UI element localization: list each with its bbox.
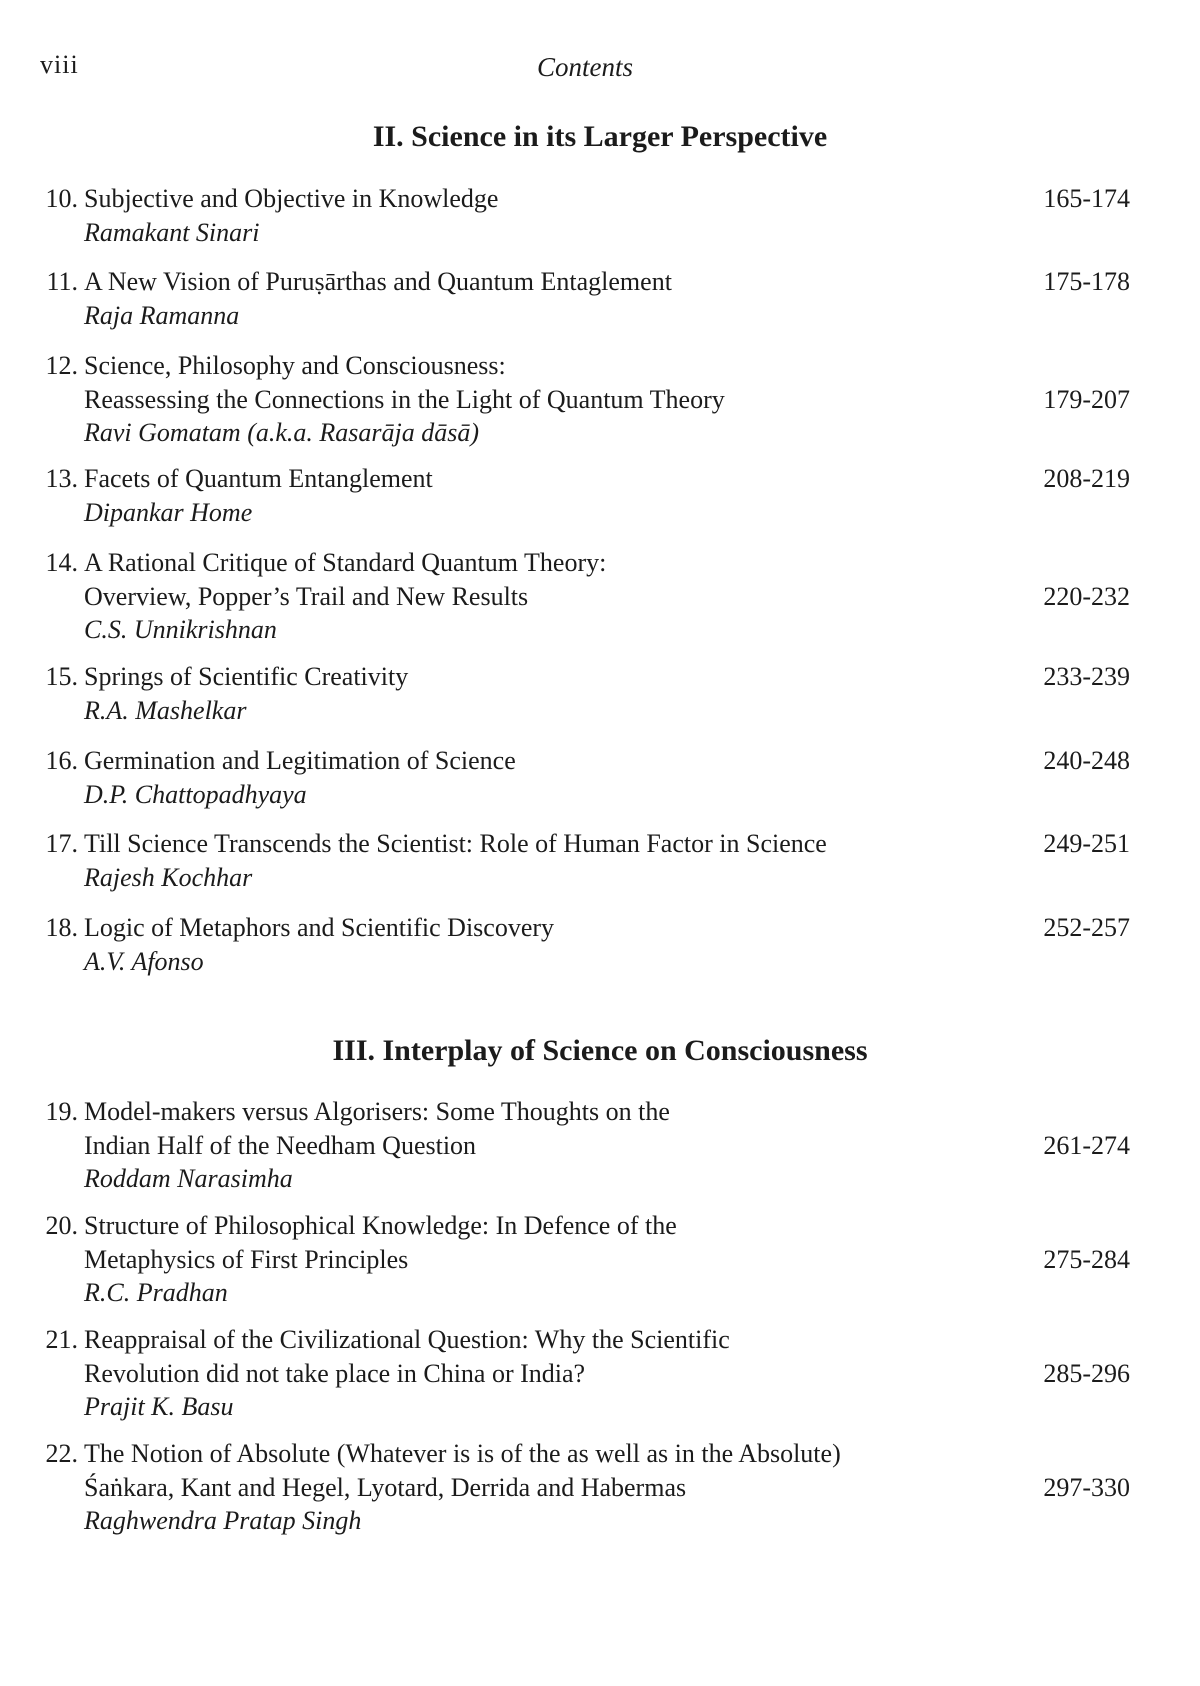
toc-entry-line <box>38 744 1128 778</box>
page-range: 249-251 <box>1043 829 1130 858</box>
page-range: 233-239 <box>1043 662 1130 691</box>
entry-title: Model-makers versus Algorisers: Some Thoughts on the <box>84 1097 670 1126</box>
entry-number: 10. <box>45 184 78 213</box>
page-range: 240-248 <box>1043 746 1130 775</box>
toc-entry[interactable] <box>38 660 1128 727</box>
toc-entry-line <box>38 1243 1128 1277</box>
toc-entry[interactable] <box>38 744 1128 811</box>
entry-number: 19. <box>45 1097 78 1126</box>
toc-entry-line <box>38 660 1128 694</box>
toc-entry-line <box>38 1323 1128 1357</box>
entry-title: Metaphysics of First Principles <box>84 1244 409 1274</box>
toc-entry-line <box>38 299 1128 333</box>
entry-title: Structure of Philosophical Knowledge: In Defence of the <box>84 1211 677 1240</box>
toc-entry[interactable] <box>38 462 1128 529</box>
entry-title: Springs of Scientific Creativity <box>84 662 409 691</box>
page-range: 175-178 <box>1043 267 1130 296</box>
entry-number: 13. <box>45 464 78 493</box>
entry-author: R.C. Pradhan <box>84 1278 228 1307</box>
toc-entry-line <box>38 1162 1128 1196</box>
entry-number: 18. <box>45 913 78 942</box>
toc-entry-line <box>38 265 1128 299</box>
toc-entry[interactable] <box>38 911 1128 978</box>
toc-entry[interactable] <box>38 349 1128 450</box>
toc-entry[interactable] <box>38 1209 1128 1310</box>
entry-number: 14. <box>45 548 78 577</box>
entry-author: Ravi Gomatam (a.k.a. Rasarāja dāsā) <box>84 418 480 447</box>
entry-number: 17. <box>45 829 78 858</box>
entry-title: Reassessing the Connections in the Light of Quantum Theory <box>84 384 725 414</box>
toc-entry-line <box>38 580 1128 614</box>
section-title: III. Interplay of Science on Consciousness <box>332 1034 868 1067</box>
toc-entry-line <box>38 1276 1128 1310</box>
toc-entry-line <box>38 613 1128 647</box>
entry-title: Reappraisal of the Civilizational Question: Why the Scientific <box>84 1325 730 1354</box>
entry-number: 16. <box>45 746 78 775</box>
entry-author: Dipankar Home <box>84 497 253 527</box>
entry-number: 15. <box>45 662 78 691</box>
entry-title: Revolution did not take place in China or India? <box>84 1358 586 1388</box>
toc-entry-line <box>38 1437 1128 1471</box>
toc-entry-line <box>38 827 1128 861</box>
entry-number: 12. <box>45 351 78 380</box>
entry-title: Logic of Metaphors and Scientific Discovery <box>84 913 555 942</box>
entry-author: Roddam Narasimha <box>84 1164 293 1193</box>
entry-author: Raja Ramanna <box>84 300 240 330</box>
entry-title: The Notion of Absolute (Whatever is is of the as well as in the Absolute) <box>84 1439 841 1468</box>
entry-author: Raghwendra Pratap Singh <box>84 1506 362 1535</box>
page-range: 220-232 <box>1043 581 1130 611</box>
entry-author: A.V. Afonso <box>84 946 204 976</box>
entry-number: 20. <box>45 1211 78 1240</box>
toc-entry-line <box>38 216 1128 250</box>
toc-entry[interactable] <box>38 546 1128 647</box>
toc-entry-line <box>38 1357 1128 1391</box>
entry-title: Indian Half of the Needham Question <box>84 1130 477 1160</box>
toc-entry-line <box>38 1471 1128 1505</box>
entry-title: Science, Philosophy and Consciousness: <box>84 351 506 380</box>
toc-entry-line <box>38 861 1128 895</box>
entry-number: 22. <box>45 1439 78 1468</box>
toc-entry-line <box>38 1095 1128 1129</box>
entry-title: Subjective and Objective in Knowledge <box>84 184 499 213</box>
toc-entry-line <box>38 1390 1128 1424</box>
toc-entry-line <box>38 945 1128 979</box>
toc-entry[interactable] <box>38 182 1128 249</box>
entry-author: D.P. Chattopadhyaya <box>84 779 307 809</box>
entry-author: C.S. Unnikrishnan <box>84 615 277 644</box>
entry-author: Ramakant Sinari <box>84 217 260 247</box>
section-title: II. Science in its Larger Perspective <box>372 120 828 153</box>
entry-author: R.A. Mashelkar <box>84 695 247 725</box>
page-range: 179-207 <box>1043 384 1130 414</box>
entry-author: Rajesh Kochhar <box>84 862 253 892</box>
entry-number: 11. <box>46 267 78 296</box>
toc-entry-line <box>38 462 1128 496</box>
entry-title: Śaṅkara, Kant and Hegel, Lyotard, Derrida and Habermas <box>84 1472 687 1502</box>
entry-title: Facets of Quantum Entanglement <box>84 464 433 493</box>
page-range: 165-174 <box>1043 184 1130 213</box>
entry-title: Till Science Transcends the Scientist: Role of Human Factor in Science <box>84 829 827 858</box>
running-head: Contents <box>536 52 633 82</box>
page-number: viii <box>40 50 79 79</box>
page-range: 261-274 <box>1043 1130 1130 1160</box>
page-range: 275-284 <box>1043 1244 1130 1274</box>
toc-entry-line <box>38 1504 1128 1538</box>
toc-entry-line <box>38 911 1128 945</box>
toc-entry-line <box>38 778 1128 812</box>
entry-title: Germination and Legitimation of Science <box>84 746 516 775</box>
toc-entry-line <box>38 694 1128 728</box>
entry-title: A New Vision of Puruṣārthas and Quantum Entaglement <box>84 267 672 296</box>
toc-entry-line <box>38 349 1128 383</box>
toc-entry-line <box>38 496 1128 530</box>
entry-author: Prajit K. Basu <box>84 1392 234 1421</box>
toc-entry[interactable] <box>38 1437 1128 1538</box>
entry-title: Overview, Popper’s Trail and New Results <box>84 581 529 611</box>
toc-entry-line <box>38 1209 1128 1243</box>
entry-title: A Rational Critique of Standard Quantum Theory: <box>84 548 607 577</box>
toc-entry[interactable] <box>38 265 1128 332</box>
toc-entry[interactable] <box>38 1323 1128 1424</box>
page-range: 252-257 <box>1043 913 1130 942</box>
toc-entry[interactable] <box>38 1095 1128 1196</box>
entry-number: 21. <box>45 1325 78 1354</box>
toc-entry-line <box>38 182 1128 216</box>
toc-entry[interactable] <box>38 827 1128 894</box>
toc-entry-line <box>38 416 1128 450</box>
page-range: 208-219 <box>1043 464 1130 493</box>
toc-entry-line <box>38 383 1128 417</box>
toc-entry-line <box>38 1129 1128 1163</box>
page-range: 297-330 <box>1043 1472 1130 1502</box>
toc-entry-line <box>38 546 1128 580</box>
page-range: 285-296 <box>1043 1358 1130 1388</box>
